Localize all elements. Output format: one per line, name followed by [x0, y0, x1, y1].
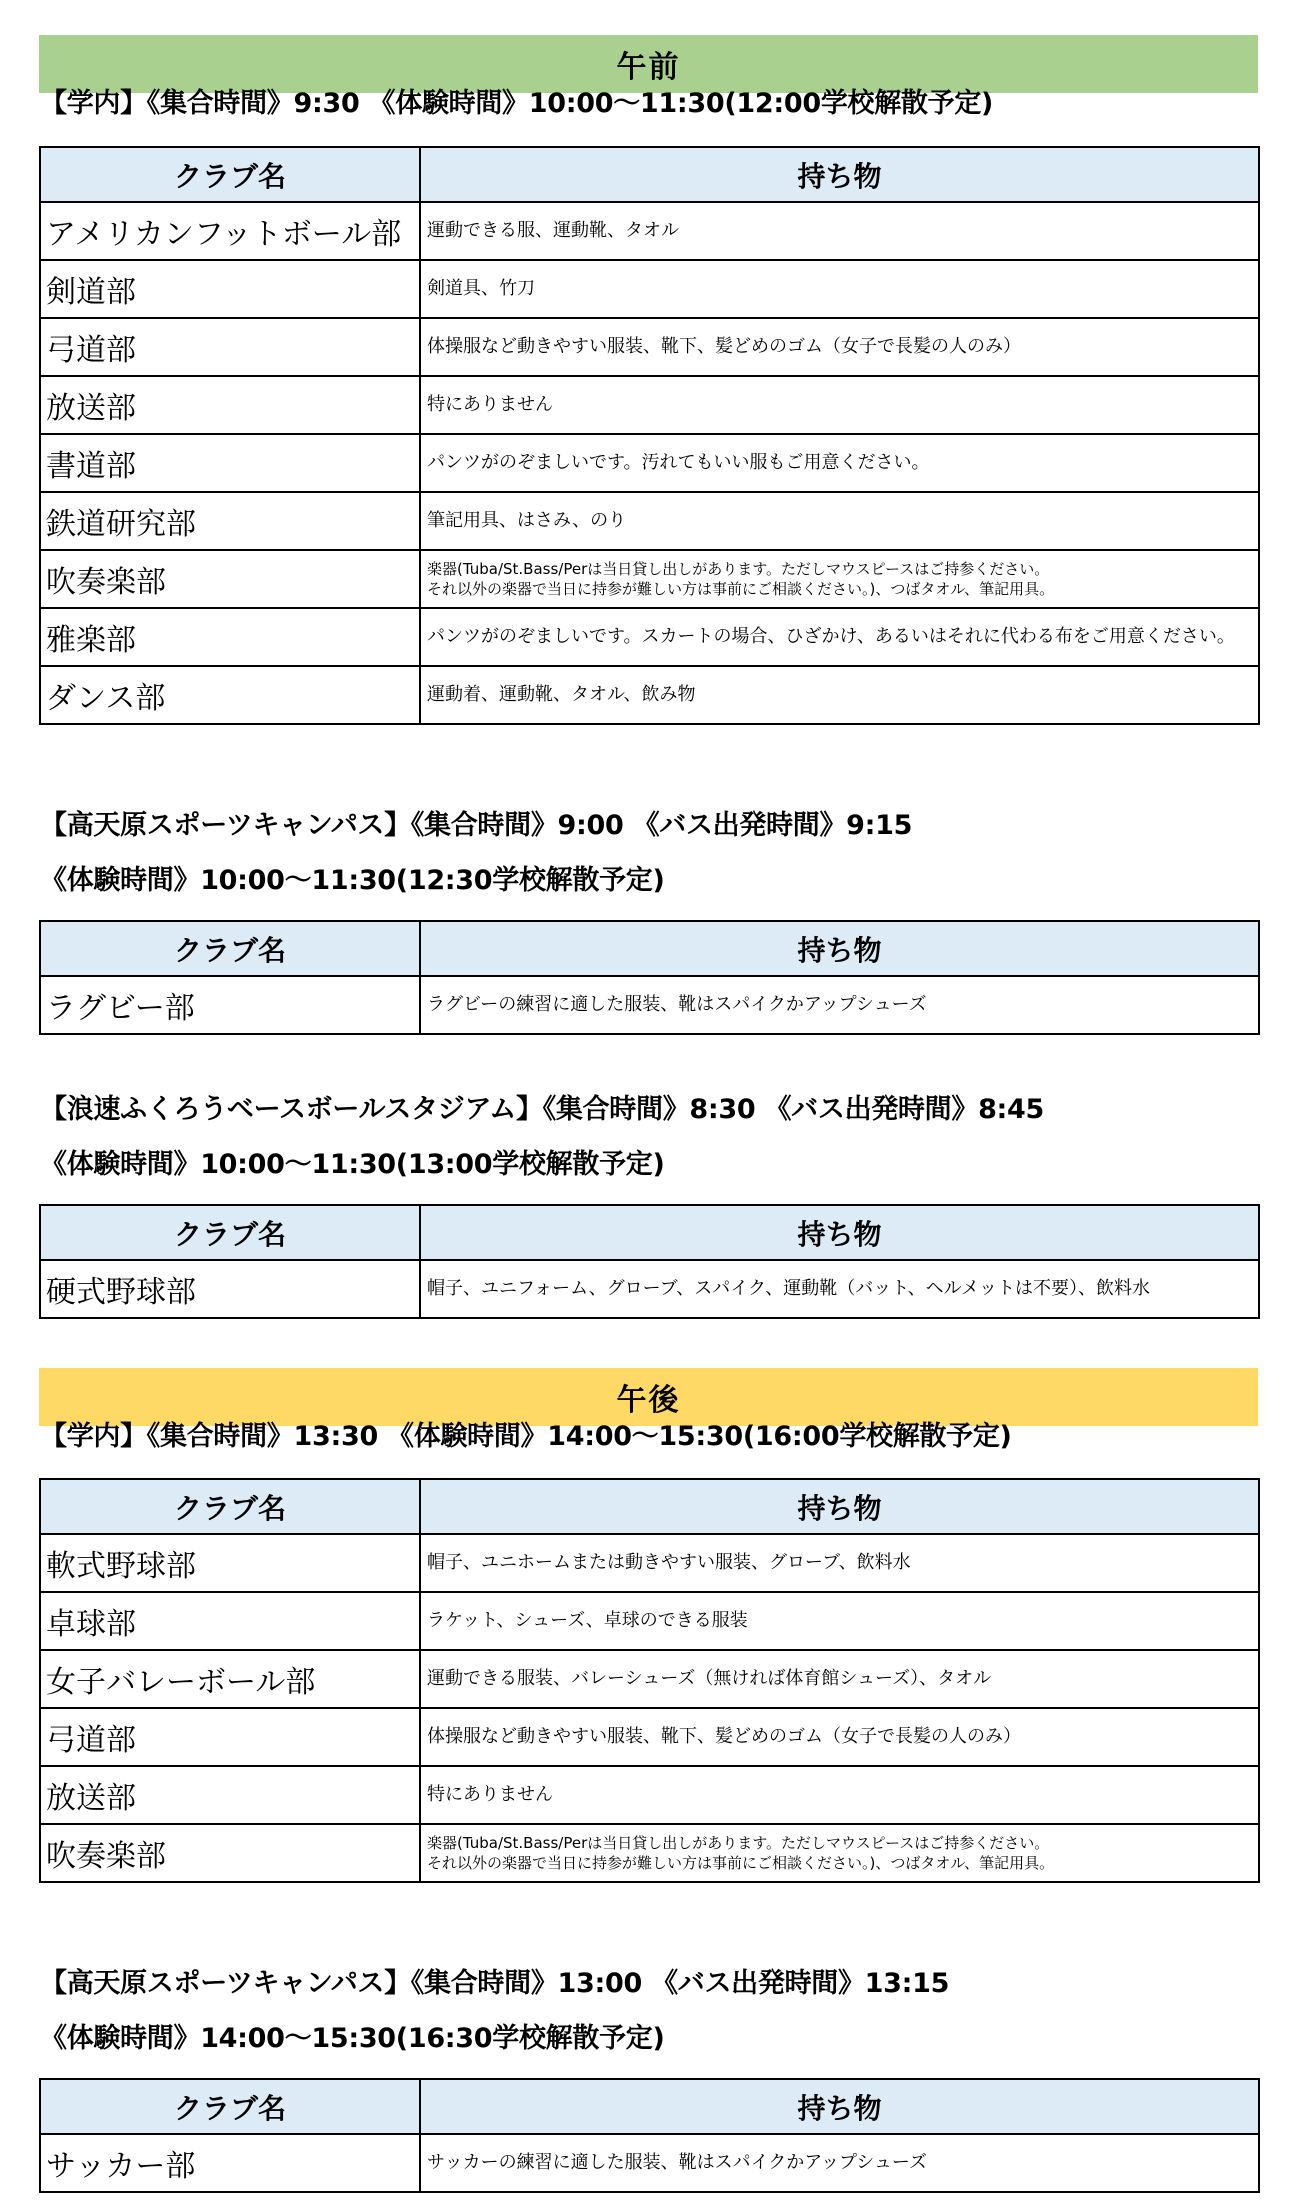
table-row	[40, 492, 1259, 550]
table-row	[40, 550, 1259, 608]
table-row	[40, 1650, 1259, 1708]
item-text: 運動できる服装、バレーシューズ（無ければ体育館シューズ）、タオル	[427, 1668, 992, 1690]
club-name: 硬式野球部	[40, 1260, 420, 1318]
table-row	[40, 1260, 1259, 1318]
item-text: 体操服など動きやすい服装、靴下、髪どめのゴム（女子で長髪の人のみ）	[427, 1726, 1021, 1748]
table-row	[40, 1534, 1259, 1592]
table-row	[40, 1824, 1259, 1882]
table-row	[40, 1592, 1259, 1650]
item-text: 特にありません	[427, 1784, 553, 1806]
item-text: 帽子、ユニフォーム、グローブ、スパイク、運動靴（バット、ヘルメットは不要）、飲料水	[427, 1278, 1151, 1300]
section-heading: 《体験時間》14:00～15:30(16:30学校解散予定)	[40, 2023, 665, 2054]
club-name: 鉄道研究部	[40, 492, 420, 550]
items-cell	[420, 1592, 1259, 1650]
club-name-header: クラブ名	[40, 921, 420, 976]
item-text: 運動着、運動靴、タオル、飲み物	[427, 684, 696, 706]
club-name: 雅楽部	[40, 608, 420, 666]
items-header: 持ち物	[420, 147, 1259, 202]
item-text: 筆記用具、はさみ、のり	[427, 510, 627, 532]
club-table	[39, 1204, 1260, 1319]
items-header: 持ち物	[420, 1479, 1259, 1534]
table-row	[40, 376, 1259, 434]
club-name: 軟式野球部	[40, 1534, 420, 1592]
club-table	[39, 920, 1260, 1035]
club-table	[39, 2078, 1260, 2193]
club-name-header: クラブ名	[40, 2079, 420, 2134]
item-text: 特にありません	[427, 394, 553, 416]
club-name-header: クラブ名	[40, 1479, 420, 1534]
items-cell	[420, 376, 1259, 434]
item-text: それ以外の楽器で当日に持参が難しい方は事前にご相談ください。)、つばタオル、筆記用具。	[427, 1854, 1055, 1872]
items-cell	[420, 434, 1259, 492]
items-cell	[420, 976, 1259, 1034]
club-name: 女子バレーボール部	[40, 1650, 420, 1708]
table-row	[40, 2134, 1259, 2192]
club-name: 書道部	[40, 434, 420, 492]
section-heading: 《体験時間》10:00～11:30(13:00学校解散予定)	[40, 1149, 665, 1180]
club-name-header: クラブ名	[40, 147, 420, 202]
items-cell	[420, 492, 1259, 550]
section-heading: 【高天原スポーツキャンパス】《集合時間》13:00 《バス出発時間》13:15	[40, 1968, 950, 1999]
items-cell	[420, 1650, 1259, 1708]
table-row	[40, 1708, 1259, 1766]
club-name: 卓球部	[40, 1592, 420, 1650]
club-table	[39, 1478, 1260, 1883]
afternoon-banner: 午後	[39, 1368, 1258, 1426]
table-row	[40, 1766, 1259, 1824]
table-header-row	[40, 147, 1259, 202]
item-text: ラケット、シューズ、卓球のできる服装	[427, 1610, 748, 1632]
club-name: アメリカンフットボール部	[40, 202, 420, 260]
item-text: 楽器(Tuba/St.Bass/Perは当日貸し出しがあります。ただしマウスピースはご持参ください。	[427, 559, 1050, 578]
table-row	[40, 318, 1259, 376]
morning-banner: 午前	[39, 35, 1258, 93]
items-cell	[420, 202, 1259, 260]
section-heading: 【浪速ふくろうベースボールスタジアム】《集合時間》8:30 《バス出発時間》8:45	[40, 1094, 1045, 1125]
club-name: 放送部	[40, 1766, 420, 1824]
items-cell	[420, 666, 1259, 724]
club-name: ダンス部	[40, 666, 420, 724]
section-heading: 【学内】《集合時間》13:30 《体験時間》14:00～15:30(16:00学校解散予定)	[40, 1421, 1012, 1452]
item-text: それ以外の楽器で当日に持参が難しい方は事前にご相談ください。)、つばタオル、筆記用具。	[427, 580, 1055, 598]
item-text: サッカーの練習に適した服装、靴はスパイクかアップシューズ	[427, 2152, 928, 2174]
table-header-row	[40, 2079, 1259, 2134]
item-text: ラグビーの練習に適した服装、靴はスパイクかアップシューズ	[427, 994, 927, 1016]
items-cell	[420, 1260, 1259, 1318]
items-cell	[420, 318, 1259, 376]
club-name: 放送部	[40, 376, 420, 434]
item-text: パンツがのぞましいです。スカートの場合、ひざかけ、あるいはそれに代わる布をご用意ください。	[427, 626, 1235, 648]
table-row	[40, 666, 1259, 724]
table-header-row	[40, 1205, 1259, 1260]
item-text: 体操服など動きやすい服装、靴下、髪どめのゴム（女子で長髪の人のみ）	[427, 336, 1021, 358]
table-header-row	[40, 921, 1259, 976]
club-name: 弓道部	[40, 318, 420, 376]
section-heading: 《体験時間》10:00～11:30(12:30学校解散予定)	[40, 865, 665, 896]
club-name-header: クラブ名	[40, 1205, 420, 1260]
items-cell	[420, 608, 1259, 666]
table-row	[40, 434, 1259, 492]
club-name: 吹奏楽部	[40, 550, 420, 608]
item-text: パンツがのぞましいです。汚れてもいい服もご用意ください。	[427, 452, 930, 474]
items-cell	[420, 1708, 1259, 1766]
item-text: 剣道具、竹刀	[427, 278, 535, 300]
club-name: 弓道部	[40, 1708, 420, 1766]
item-text: 帽子、ユニホームまたは動きやすい服装、グローブ、飲料水	[427, 1552, 911, 1574]
table-row	[40, 202, 1259, 260]
table-header-row	[40, 1479, 1259, 1534]
item-text: 楽器(Tuba/St.Bass/Perは当日貸し出しがあります。ただしマウスピースはご持参ください。	[427, 1833, 1050, 1852]
section-heading: 【高天原スポーツキャンパス】《集合時間》9:00 《バス出発時間》9:15	[40, 810, 913, 841]
items-header: 持ち物	[420, 1205, 1259, 1260]
items-cell	[420, 2134, 1259, 2192]
club-name: サッカー部	[40, 2134, 420, 2192]
items-cell	[420, 1824, 1259, 1882]
items-header: 持ち物	[420, 921, 1259, 976]
items-header: 持ち物	[420, 2079, 1259, 2134]
items-cell	[420, 260, 1259, 318]
club-name: ラグビー部	[40, 976, 420, 1034]
item-text: 運動できる服、運動靴、タオル	[427, 220, 679, 242]
table-row	[40, 260, 1259, 318]
club-table	[39, 146, 1260, 725]
table-row	[40, 608, 1259, 666]
club-name: 吹奏楽部	[40, 1824, 420, 1882]
section-heading: 【学内】《集合時間》9:30 《体験時間》10:00～11:30(12:00学校解散予定)	[40, 88, 994, 119]
items-cell	[420, 1766, 1259, 1824]
club-name: 剣道部	[40, 260, 420, 318]
items-cell	[420, 1534, 1259, 1592]
table-row	[40, 976, 1259, 1034]
items-cell	[420, 550, 1259, 608]
